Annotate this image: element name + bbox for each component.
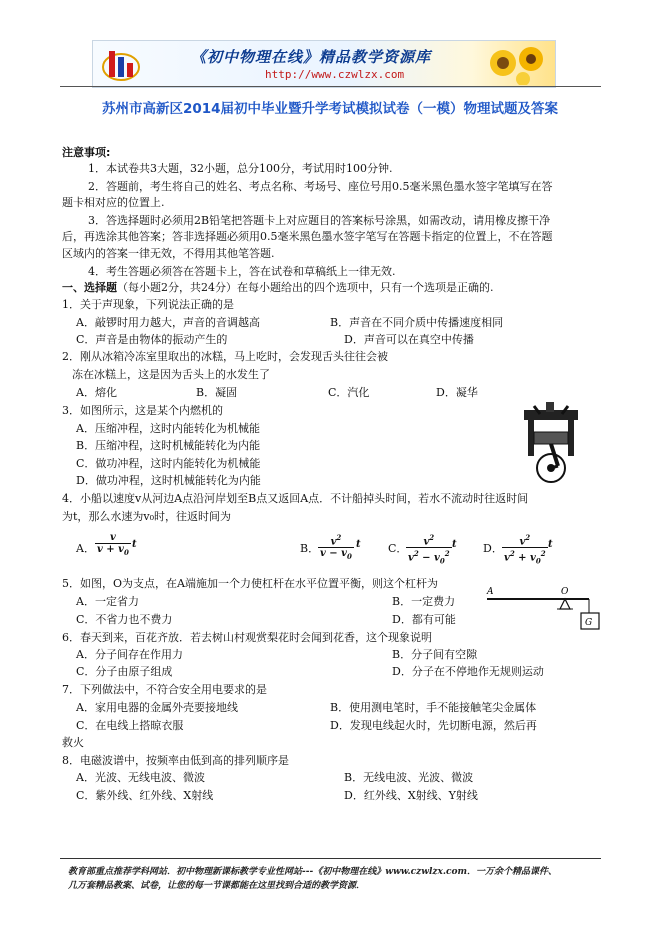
q8-option-c: C．紫外线、红外线、X射线 (76, 789, 214, 802)
q7-stem: 7．下列做法中，不符合安全用电要求的是 (62, 683, 267, 696)
q3-option-a: A．压缩冲程，这时内能转化为机械能 (76, 422, 260, 435)
q5-option-a: A．一定省力 (76, 595, 139, 608)
q7-option-b: B．使用测电笔时，手不能接触笔尖金属体 (330, 701, 537, 714)
q2-stem-line1: 2．刚从冰箱冷冻室里取出的冰糕，马上吃时，会发现舌头往往会被 (62, 350, 388, 363)
q5-option-b: B．一定费力 (392, 595, 456, 608)
q2-option-a: A．熔化 (76, 386, 117, 399)
q6-option-b: B．分子间有空隙 (392, 648, 478, 661)
q4-option-d-t: t (548, 539, 553, 550)
q1-option-c: C．声音是由物体的振动产生的 (76, 333, 228, 346)
footer-line-1: 教育部重点推荐学科网站．初中物理新课标教学专业性网站---《初中物理在线》www.czwlzx.com．一万余个精品课件、 (68, 867, 558, 877)
q6-stem: 6．春天到来，百花齐放．若去树山村观赏梨花时会闻到花香，这个现象说明 (62, 631, 432, 644)
q2-option-c: C．汽化 (328, 386, 370, 399)
q8-option-a: A．光波、无线电波、微波 (76, 771, 205, 784)
q1-option-a: A．敲锣时用力越大，声音的音调越高 (76, 316, 260, 329)
q4-option-b-formula: $\frac{v^2}{v - v_0}$ (320, 533, 352, 562)
q5-option-c: C．不省力也不费力 (76, 613, 173, 626)
lever-label-g: G (585, 618, 593, 628)
note-3-line3: 区域内的答案一律无效，不得用其他笔答题. (62, 247, 275, 260)
q4-option-a-formula: $\frac{v}{v + v_0}$ (97, 532, 129, 557)
q3-option-d: D．做功冲程，这时机械能转化为内能 (76, 474, 261, 487)
footer-line-2: 几万套精品教案、试卷，让您的每一节课都能在这里找到合适的教学资源． (68, 881, 366, 891)
engine-diagram-icon (516, 402, 586, 484)
q4-option-d-formula: $\frac{v^2}{v^2 + v_0^2}$ (504, 533, 546, 566)
q4-option-b: B． (300, 542, 320, 555)
q4-option-a: A． (76, 542, 95, 555)
q2-stem-line2: 冻在冰糕上，这是因为舌头上的水发生了 (72, 368, 270, 381)
q4-option-c-formula: $\frac{v^2}{v^2 - v_0^2}$ (408, 533, 450, 566)
banner-url: http://www.czwlzx.com (265, 68, 405, 81)
document-title: 苏州市高新区2014届初中毕业暨升学考试模拟试卷（一模）物理试题及答案 (101, 101, 559, 117)
lever-label-o: O (561, 587, 569, 597)
q3-option-b: B．压缩冲程，这时机械能转化为内能 (76, 439, 261, 452)
q2-option-d: D．凝华 (436, 386, 478, 399)
note-4: 4．考生答题必须答在答题卡上，答在试卷和草稿纸上一律无效. (88, 265, 396, 278)
note-2-line2: 题卡相对应的位置上. (62, 196, 165, 209)
banner-title: 《初中物理在线》精品教学资源库 (191, 48, 432, 66)
q4-option-d: D． (483, 542, 503, 555)
lever-label-a: A (487, 587, 494, 597)
q4-stem-line1: 4．小船以速度v从河边A点沿河岸划至B点又返回A点．不计船掉头时间，若水不流动时往返时间 (62, 492, 529, 505)
note-3-line2: 后，再选涂其他答案；答非选择题必须用0.5毫米黑色墨水签字笔写在答题卡指定的位置上，不在答题 (62, 230, 553, 243)
q6-option-d: D．分子在不停地作无规则运动 (392, 665, 544, 678)
footer-rule (60, 858, 601, 859)
q7-option-d-line2: 救火 (62, 736, 84, 749)
section-heading (62, 280, 494, 295)
q1-option-b: B．声音在不同介质中传播速度相同 (330, 316, 504, 329)
q5-stem: 5．如图，O为支点，在A端施加一个力使杠杆在水平位置平衡，则这个杠杆为 (62, 577, 438, 590)
q1-option-d: D．声音可以在真空中传播 (344, 333, 474, 346)
q4-option-b-t: t (356, 539, 361, 550)
q6-option-a: A．分子间存在作用力 (76, 648, 183, 661)
q4-option-c-t: t (452, 539, 457, 550)
q6-option-c: C．分子由原子组成 (76, 665, 173, 678)
note-1: 1．本试卷共3大题，32小题，总分100分，考试用时100分钟. (88, 162, 393, 175)
q4-option-c: C． (388, 542, 408, 555)
q4-option-a-t: t (132, 539, 137, 550)
q1-stem: 1．关于声现象，下列说法正确的是 (62, 298, 234, 311)
q8-stem: 8．电磁波谱中，按频率由低到高的排列顺序是 (62, 754, 289, 767)
q2-option-b: B．凝固 (196, 386, 238, 399)
q3-option-c: C．做功冲程，这时内能转化为机械能 (76, 457, 261, 470)
sunflower-icon (485, 43, 549, 85)
note-2-line1: 2．答题前，考生将自己的姓名、考点名称、考场号、座位号用0.5毫米黑色墨水签字笔填写在答 (88, 180, 553, 193)
q7-option-a: A．家用电器的金属外壳要接地线 (76, 701, 238, 714)
q7-option-c: C．在电线上搭晾衣服 (76, 719, 184, 732)
header-rule (60, 86, 601, 87)
note-3-line1: 3．答选择题时必须用2B铅笔把答题卡上对应题目的答案标号涂黑，如需改动，请用橡皮擦干净 (88, 214, 551, 227)
q8-option-d: D．红外线、X射线、Y射线 (344, 789, 478, 802)
header-banner (92, 40, 556, 88)
q3-stem: 3．如图所示，这是某个内燃机的 (62, 404, 223, 417)
section-desc: （每小题2分，共24分）在每小题给出的四个选项中，只有一个选项是正确的. (117, 281, 494, 294)
section-label: 一、选择题 (62, 281, 117, 294)
q8-option-b: B．无线电波、光波、微波 (344, 771, 474, 784)
notes-heading: 注意事项: (62, 146, 111, 159)
lever-diagram-icon (483, 585, 603, 635)
site-logo-icon (101, 45, 141, 83)
q4-stem-line2: 为t，那么水速为v₀时，往返时间为 (62, 510, 232, 523)
q5-option-d: D．都有可能 (392, 613, 456, 626)
q7-option-d-line1: D．发现电线起火时，先切断电源，然后再 (330, 719, 537, 732)
